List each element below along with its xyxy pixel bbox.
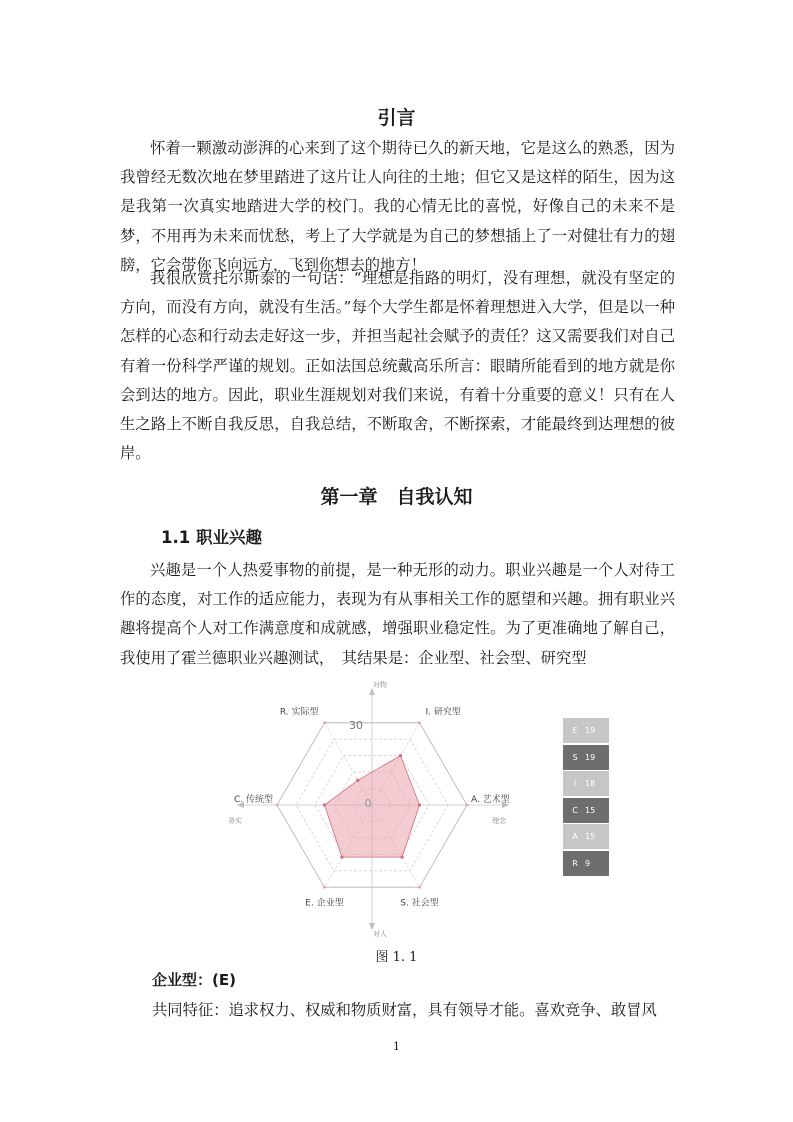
section-paragraph: 兴趣是一个人热爱事物的前提，是一种无形的动力。职业兴趣是一个人对待工作的态度，对工作的适应能力，表现为有从事相关工作的愿望和兴趣。拥有职业兴趣将提高个人对工作满意度和成就感，增强职业稳定性。为了更准确地了解自己，我使用了霍兰德职业兴趣测试， 其结果是：企业型、社会型、研究型 <box>120 561 675 667</box>
legend-row <box>563 718 609 743</box>
legend-row <box>563 824 609 849</box>
type-e-description: 共同特征：追求权力、权威和物质财富，具有领导才能。喜欢竞争、敢冒风 <box>152 1001 657 1019</box>
radar-point-r <box>356 779 359 782</box>
legend-key: A <box>572 832 578 841</box>
direction-label-left: 务实 <box>228 817 242 825</box>
type-e-heading: 企业型：(E) <box>152 971 236 989</box>
direction-label-bottom: 对人 <box>373 930 387 938</box>
radar-axis-label-e: E. 企业型 <box>305 898 344 909</box>
legend-value: 18 <box>585 779 596 788</box>
radar-axis-label-c: C. 传统型 <box>233 795 273 805</box>
radar-vertex-marker <box>323 886 326 889</box>
legend-row <box>563 771 609 796</box>
axis-arrow-up <box>369 688 375 695</box>
radar-vertex-marker <box>323 721 326 724</box>
direction-label-top: 对物 <box>373 681 387 689</box>
intro-paragraph-2: 我很欣赏托尔斯泰的一句话：“理想是指路的明灯，没有理想，就没有坚定的方向，而没有方向，就没有生活。”每个大学生都是怀着理想进入大学，但是以一种怎样的心态和行动去走好这一步，并担当起社会赋予的责任？这又需要我们对自己有着一份科学严谨的规划。正如法国总统戴高乐所言：眼睛所能看到的地方就是你会到达的地方。因此，职业生涯规划对我们来说，有着十分重要的意义！只有在人生之路上不断自我反思，自我总结，不断取舍，不断探索，才能最终到达理想的彼岸。 <box>120 269 675 463</box>
radar-axis-label-a: A. 艺术型 <box>471 795 510 805</box>
legend-key: C <box>572 805 578 815</box>
legend-value: 15 <box>585 832 596 841</box>
radar-tick-label-max: 30 <box>349 719 363 732</box>
radar-axis-label-r: R. 实际型 <box>279 707 319 718</box>
radar-vertex-marker <box>418 886 421 889</box>
legend-key: R <box>572 858 578 868</box>
section-heading: 1.1 职业兴趣 <box>161 528 262 547</box>
legend-key: E <box>572 726 578 735</box>
legend-row <box>563 798 609 823</box>
legend-row <box>563 745 609 770</box>
radar-point-i <box>399 754 402 757</box>
holland-radar-chart <box>200 675 530 940</box>
radar-tick-label-zero: 0 <box>364 797 372 810</box>
radar-axis-label-i: I. 研究型 <box>425 707 461 718</box>
legend-key: I <box>573 779 577 788</box>
intro-heading: 引言 <box>377 107 416 129</box>
radar-axis-label-s: S. 社会型 <box>400 898 439 909</box>
legend-value: 19 <box>585 726 596 735</box>
legend-value: 15 <box>585 805 596 815</box>
intro-paragraph-1: 怀着一颗激动澎湃的心来到了这个期待已久的新天地，它是这么的熟悉，因为我曾经无数次地在梦里踏进了这片让人向往的土地；但它又是这样的陌生，因为这是我第一次真实地踏进大学的校门。我的心情无比的喜悦，好像自己的未来不是梦，不用再为未来而忧愁，考上了大学就是为自己的梦想插上了一对健壮有力的翅膀，它会带你飞向远方，飞到你想去的地方！ <box>120 139 675 274</box>
legend-key: S <box>572 752 578 762</box>
legend-value: 9 <box>585 858 591 868</box>
radar-point-s <box>400 856 403 859</box>
radar-point-c <box>323 803 326 806</box>
radar-point-e <box>340 856 343 859</box>
radar-vertex-marker <box>418 721 421 724</box>
figure-caption: 图 1. 1 <box>375 950 418 965</box>
direction-label-right: 理念 <box>492 817 506 825</box>
axis-arrow-down <box>369 923 375 930</box>
score-legend <box>563 718 609 877</box>
legend-value: 19 <box>585 752 596 762</box>
page-number: 1 <box>393 1040 400 1053</box>
radar-vertex-marker <box>276 804 279 807</box>
legend-row <box>563 851 609 876</box>
chapter-heading: 第一章 自我认知 <box>320 486 473 508</box>
radar-vertex-marker <box>466 804 469 807</box>
radar-point-a <box>418 803 421 806</box>
